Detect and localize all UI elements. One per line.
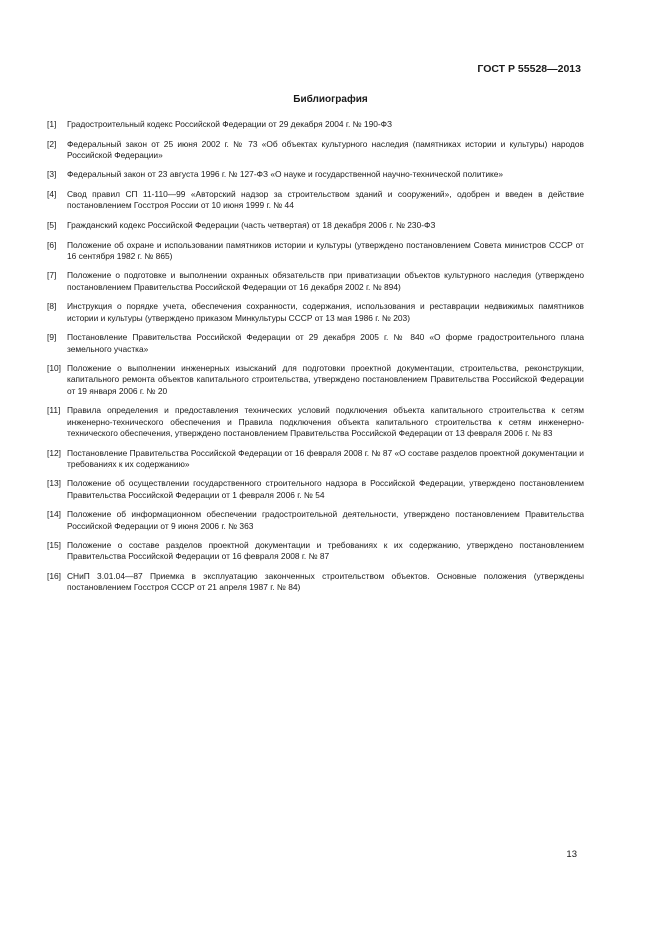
reference-item	[47, 270, 584, 293]
reference-item	[47, 540, 584, 563]
reference-text: Градостроительный кодекс Российской Федерации от 29 декабря 2004 г. № 190-ФЗ	[67, 119, 393, 129]
reference-text: Положение о составе разделов проектной документации и требованиях к их содержанию, утверждено постановлением Правительства Российской Федерации от 16 февраля 2008 г. № 87	[67, 540, 584, 562]
reference-number: [15]	[47, 540, 61, 551]
reference-text: Постановление Правительства Российской Федерации от 29 декабря 2005 г. № 840 «О форме градостроительного плана земельного участка»	[67, 332, 584, 354]
reference-item	[47, 478, 584, 501]
page-number: 13	[566, 849, 577, 860]
reference-item	[47, 301, 584, 324]
reference-text: Федеральный закон от 23 августа 1996 г. № 127-ФЗ «О науке и государственной научно-технической политике»	[67, 169, 504, 180]
reference-number: [7]	[47, 270, 57, 281]
reference-number: [2]	[47, 138, 57, 149]
reference-text: Положение о выполнении инженерных изысканий для подготовки проектной документации, строительства, реконструкции, капитального ремонта объектов капитального строительства, утверждено постановлением Правительства Российской Федерации от 19 января 2006 г. № 20	[67, 363, 584, 396]
reference-text: СНиП 3.01.04—87 Приемка в эксплуатацию законченных строительством объектов. Основные положения (утверждены постановлением Госстроя СССР от 21 апреля 1987 г. № 84)	[67, 571, 584, 593]
reference-item	[47, 405, 584, 439]
reference-item	[47, 240, 584, 263]
reference-text: Инструкция о порядке учета, обеспечения сохранности, содержания, использования и реставрации недвижимых памятников истории и культуры (утверждено приказом Минкультуры СССР от 13 мая 1986 г. № 203)	[67, 301, 584, 323]
reference-number: [12]	[47, 447, 61, 458]
reference-number: [16]	[47, 571, 61, 582]
standard-id: ГОСТ Р 55528—2013	[477, 63, 581, 75]
reference-number: [10]	[47, 363, 61, 374]
reference-number: [3]	[47, 169, 57, 180]
reference-item	[47, 509, 584, 532]
reference-number: [11]	[47, 405, 61, 416]
reference-text: Положение об информационном обеспечении градостроительной деятельности, утверждено постановлением Правительства Российской Федерации от 9 июня 2006 г. № 363	[67, 509, 584, 531]
reference-item	[47, 119, 584, 130]
reference-item	[47, 220, 584, 231]
reference-text: Правила определения и предоставления технических условий подключения объекта капитального строительства к сетям инженерно-технического обеспечения и Правила подключения объекта капитального строительства к сетям инженерно-технического обеспечения, утверждено постановлением Правительства Российской Федерации от 13 февраля 2006 г. № 83	[67, 405, 584, 438]
reference-text: Свод правил СП 11-110—99 «Авторский надзор за строительством зданий и сооружений», одобрен и введен в действие постановлением Госстроя России от 10 июня 1999 г. № 44	[67, 189, 584, 211]
reference-text: Постановление Правительства Российской Федерации от 16 февраля 2008 г. № 87 «О составе разделов проектной документации и требованиях к их содержанию»	[67, 447, 584, 469]
reference-number: [4]	[47, 189, 57, 200]
reference-text: Федеральный закон от 25 июня 2002 г. № 73 «Об объектах культурного наследия (памятниках истории и культуры) народов Российской Федерации»	[67, 138, 584, 160]
reference-number: [13]	[47, 478, 61, 489]
bibliography-title: Библиография	[293, 94, 368, 105]
bibliography-list	[47, 119, 584, 602]
reference-item	[47, 448, 584, 471]
reference-number: [9]	[47, 332, 57, 343]
reference-number: [5]	[47, 219, 57, 230]
reference-number: [8]	[47, 301, 57, 312]
reference-item	[47, 332, 584, 355]
reference-item	[47, 139, 584, 162]
reference-number: [14]	[47, 509, 61, 520]
reference-text: Положение об осуществлении государственного строительного надзора в Российской Федерации, утверждено постановлением Правительства Российской Федерации от 1 февраля 2006 г. № 54	[67, 478, 584, 500]
reference-number: [6]	[47, 239, 57, 250]
reference-text: Гражданский кодекс Российской Федерации (часть четвертая) от 18 декабря 2006 г. № 230-ФЗ	[67, 219, 436, 230]
reference-item	[47, 363, 584, 397]
reference-text: Положение об охране и использовании памятников истории и культуры (утверждено постановлением Совета министров СССР от 16 сентября 1982 г. № 865)	[67, 239, 584, 261]
reference-item	[47, 189, 584, 212]
reference-text: Положение о подготовке и выполнении охранных обязательств при приватизации объектов культурного наследия (утверждено постановлением Правительства Российской Федерации от 16 декабря 2002 г. № 894)	[67, 270, 584, 292]
reference-number: [1]	[47, 119, 57, 129]
reference-item	[47, 169, 584, 180]
reference-item	[47, 571, 584, 594]
